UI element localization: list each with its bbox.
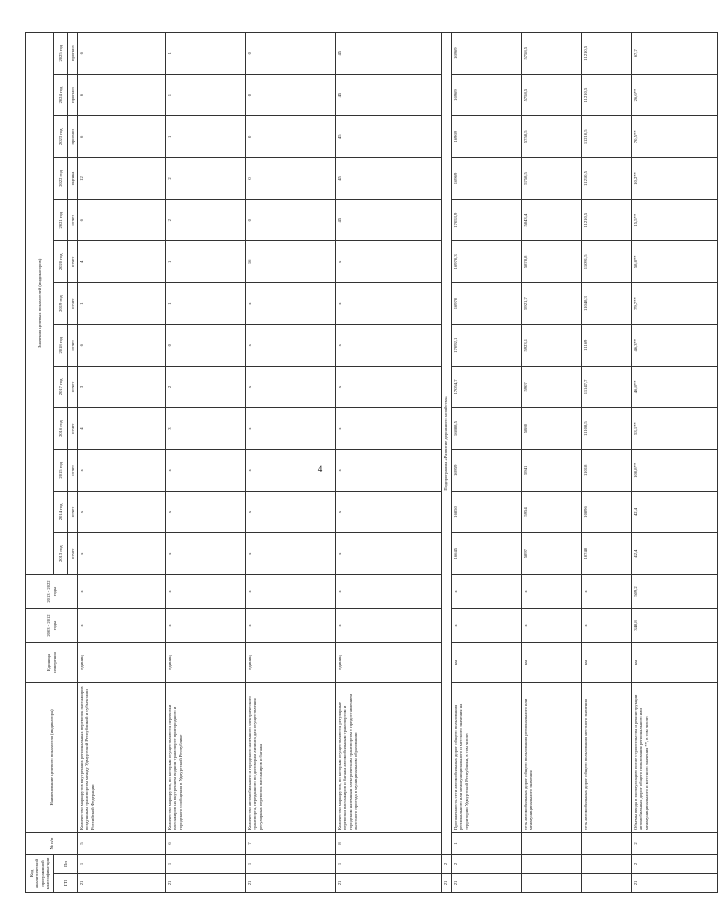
header-sub: отчет [68, 283, 78, 325]
cell-value: 11108,5 [582, 408, 632, 450]
cell-value: 10,2** [632, 158, 718, 200]
cell-value: 5897 [522, 533, 582, 575]
cell-pp: 2 [632, 855, 718, 874]
cell-value: 45 [336, 116, 442, 158]
cell-period-1: x [336, 609, 442, 643]
header-year: 2013 год [54, 533, 68, 575]
cell-pp: 1 [78, 855, 166, 874]
section-pp: 2 [442, 855, 452, 874]
cell-value: 42,4 [632, 533, 718, 575]
cell-value: 11210,5 [582, 32, 632, 74]
header-year: 2014 год [54, 491, 68, 533]
cell-unit: единиц [336, 643, 442, 683]
cell-value: 46,3** [632, 324, 718, 366]
cell-pp [522, 855, 582, 874]
header-sub: отчет [68, 366, 78, 408]
cell-value: 10748 [582, 533, 632, 575]
cell-value: 16969 [452, 32, 522, 74]
header-code: Код аналитической программной классифика-ции [26, 855, 54, 893]
cell-period-1: x [452, 609, 522, 643]
header-sub: оценка [68, 158, 78, 200]
cell-value: 45 [336, 199, 442, 241]
cell-value: 53,1** [632, 408, 718, 450]
cell-value: 17054,7 [452, 366, 522, 408]
cell-num: 2 [632, 833, 718, 855]
cell-value: 2 [166, 366, 246, 408]
header-year: 2023 год [54, 116, 68, 158]
header-gp: ГП [54, 874, 78, 893]
cell-value: x [336, 449, 442, 491]
cell-value: 100,8** [632, 449, 718, 491]
cell-name: Объемы ввода в эксплуатацию после строительства и реконструкции автомобильных дорог общего пользования регионального или межмуниципального и местного значения **, в том числе: [632, 683, 718, 833]
cell-value: 5941 [522, 449, 582, 491]
cell-unit: единиц [166, 643, 246, 683]
cell-value: x [336, 491, 442, 533]
cell-period-2: x [166, 575, 246, 609]
cell-value: 16969 [452, 116, 522, 158]
cell-value: 11018 [582, 449, 632, 491]
cell-value: 11147,7 [582, 366, 632, 408]
header-sub: отчет [68, 241, 78, 283]
cell-period-2: x [452, 575, 522, 609]
cell-value: 1 [166, 283, 246, 325]
cell-value: x [336, 533, 442, 575]
cell-value: 0 [246, 32, 336, 74]
cell-period-2: x [582, 575, 632, 609]
cell-unit: км [522, 643, 582, 683]
cell-value: 11091,5 [582, 241, 632, 283]
cell-gp: 21 [166, 874, 246, 893]
cell-value: 70,5** [632, 116, 718, 158]
header-pp: Пп [54, 855, 78, 874]
header-period-2: 2013 - 2022 годы [26, 575, 78, 609]
cell-value: x [336, 324, 442, 366]
cell-pp: 1 [166, 855, 246, 874]
header-sub: отчет [68, 408, 78, 450]
header-sub: прогноз [68, 32, 78, 74]
cell-value: x [246, 533, 336, 575]
cell-value: 16959 [452, 449, 522, 491]
cell-unit: единиц [246, 643, 336, 683]
cell-value: x [246, 366, 336, 408]
table-section [442, 32, 452, 892]
cell-value: 46,8** [632, 366, 718, 408]
cell-value: 11210,5 [582, 158, 632, 200]
cell-value: x [246, 449, 336, 491]
cell-value: 6 [78, 32, 166, 74]
cell-num: 1 [452, 833, 522, 855]
cell-value: 0 [246, 116, 336, 158]
header-year: 2015 год [54, 449, 68, 491]
cell-value: 11210,5 [582, 199, 632, 241]
cell-value: 26,6** [632, 74, 718, 116]
table-row [522, 32, 582, 892]
cell-value: 5954 [522, 491, 582, 533]
table-row [78, 32, 166, 892]
cell-unit: км [582, 643, 632, 683]
cell-name: Протяженность сети автомобильных дорог общего пользования регионального или межмуниципального и местного значения на территории Удмуртской Республики, в том числе: [452, 683, 522, 833]
header-period-1: 2003 - 2012 годы [26, 609, 78, 643]
cell-value: x [246, 408, 336, 450]
cell-num: 6 [166, 833, 246, 855]
cell-gp [522, 874, 582, 893]
cell-period-2: x [522, 575, 582, 609]
cell-value: 1 [166, 241, 246, 283]
cell-gp: 21 [336, 874, 442, 893]
cell-value: 16970,3 [452, 241, 522, 283]
cell-value: 5923,1 [522, 324, 582, 366]
cell-num: 5 [78, 833, 166, 855]
cell-gp: 21 [246, 874, 336, 893]
cell-period-1: 348,8 [632, 609, 718, 643]
cell-value: x [336, 366, 442, 408]
cell-name: Количество автомобильного и городского наземного электрического транспорта, переданного по договорам лизинга для осуществления регулярных перевозок пассажиров и багажа [246, 683, 336, 833]
cell-value: x [336, 283, 442, 325]
header-year: 2017 год [54, 366, 68, 408]
table-row [166, 32, 246, 892]
cell-value: 5880 [522, 408, 582, 450]
cell-value: 42,4 [632, 491, 718, 533]
cell-value: 45 [336, 158, 442, 200]
cell-value: 6 [78, 116, 166, 158]
cell-gp [582, 874, 632, 893]
cell-value: 5921,7 [522, 283, 582, 325]
cell-value: 1 [166, 74, 246, 116]
table-row [452, 32, 522, 892]
header-sub: отчет [68, 491, 78, 533]
cell-value: 1 [78, 283, 166, 325]
cell-period-1: x [166, 609, 246, 643]
cell-name: Количество маршрутов, по которым осуществляются перевозки пассажиров на внутреннем водном транспорте пригородного и городского сообщения в Удмуртской Республике [166, 683, 246, 833]
table-row [582, 32, 632, 892]
indicator-table-rotated [25, 33, 649, 893]
cell-period-2: x [246, 575, 336, 609]
table-row [246, 32, 336, 892]
cell-value: 5758,5 [522, 74, 582, 116]
cell-value: 16970 [452, 283, 522, 325]
cell-pp [582, 855, 632, 874]
cell-value: 1 [166, 32, 246, 74]
cell-name: Количество маршрутов, по которым осуществляются регулярные перевозки пассажиров и багажа автомобильным транспортом и городским наземным электрическим транспортом с предоставлением льготного проезда в муниципальном образовании [336, 683, 442, 833]
cell-value: x [78, 449, 166, 491]
cell-unit: км [452, 643, 522, 683]
header-sub: отчет [68, 533, 78, 575]
header-sub: прогноз [68, 74, 78, 116]
cell-value: x [336, 408, 442, 450]
cell-value: 3 [166, 408, 246, 450]
cell-value: x [246, 491, 336, 533]
header-year: 2018 год [54, 324, 68, 366]
cell-value: 17053,9 [452, 199, 522, 241]
cell-value: 2 [166, 199, 246, 241]
cell-value: 5758,5 [522, 158, 582, 200]
header-sub: прогноз [68, 116, 78, 158]
cell-value: 2 [166, 158, 246, 200]
cell-num: 8 [336, 833, 442, 855]
cell-value: 11048,3 [582, 283, 632, 325]
cell-value: 45 [336, 74, 442, 116]
cell-pp: 1 [336, 855, 442, 874]
cell-period-2: 509,2 [632, 575, 718, 609]
cell-value: 11169 [582, 324, 632, 366]
table-body-roads [452, 32, 718, 892]
cell-value: 45 [336, 32, 442, 74]
cell-value: 16969 [452, 74, 522, 116]
cell-period-2: x [336, 575, 442, 609]
cell-value: 10896 [582, 491, 632, 533]
cell-period-1: x [522, 609, 582, 643]
cell-value: 11210,5 [582, 116, 632, 158]
cell-value: 3 [78, 366, 166, 408]
cell-value: 4 [78, 408, 166, 450]
cell-value: x [78, 533, 166, 575]
cell-num [582, 833, 632, 855]
cell-period-1: x [582, 609, 632, 643]
header-year: 2021 год [54, 199, 68, 241]
cell-value: 5907 [522, 366, 582, 408]
header-year: 2022 год [54, 158, 68, 200]
cell-value: 79,7** [632, 283, 718, 325]
cell-name: сеть автомобильных дорог общего пользования регионального или межмуниципального значения [522, 683, 582, 833]
cell-unit: км [632, 643, 718, 683]
header-sub: отчет [68, 449, 78, 491]
header-num: № п/п [26, 833, 78, 855]
cell-value: x [166, 533, 246, 575]
header-year: 2019 год [54, 283, 68, 325]
header-values: Значения целевых показателей (индикаторов) [26, 32, 54, 574]
cell-pp: 1 [246, 855, 336, 874]
cell-value: 5878,8 [522, 241, 582, 283]
page-number: 4 [317, 464, 323, 474]
cell-value: 11210,5 [582, 74, 632, 116]
cell-value: 17092,1 [452, 324, 522, 366]
cell-period-1: x [246, 609, 336, 643]
cell-unit: единиц [78, 643, 166, 683]
header-sub: отчет [68, 324, 78, 366]
table-row [336, 32, 442, 892]
cell-value: 0 [246, 158, 336, 200]
cell-gp: 21 [452, 874, 522, 893]
cell-value: 16850 [452, 491, 522, 533]
cell-name: сеть автомобильных дорог общего пользования местного значения [582, 683, 632, 833]
cell-num [522, 833, 582, 855]
section-gp: 21 [442, 874, 452, 893]
cell-value: 0 [246, 199, 336, 241]
cell-value: 1 [166, 116, 246, 158]
cell-period-1: x [78, 609, 166, 643]
cell-value: x [336, 241, 442, 283]
cell-num: 7 [246, 833, 336, 855]
cell-value: 0 [166, 324, 246, 366]
cell-value: 12 [78, 158, 166, 200]
table-row [632, 32, 718, 892]
cell-value: 16888,5 [452, 408, 522, 450]
cell-value: 58,8** [632, 241, 718, 283]
cell-value: 0 [246, 74, 336, 116]
cell-value: x [166, 491, 246, 533]
cell-value: 5758,5 [522, 116, 582, 158]
cell-value: 15,5** [632, 199, 718, 241]
cell-value: x [166, 449, 246, 491]
header-year: 2024 год [54, 74, 68, 116]
cell-value: x [78, 491, 166, 533]
cell-value: 6 [78, 199, 166, 241]
table-body-transport [78, 32, 442, 892]
cell-value: x [246, 324, 336, 366]
cell-pp: 2 [452, 855, 522, 874]
header-year: 2025 год [54, 32, 68, 74]
cell-period-2: x [78, 575, 166, 609]
header-sub: отчет [68, 199, 78, 241]
cell-value: 16969 [452, 158, 522, 200]
section-title: Подпрограмма «Развитие дорожного хозяйства» [442, 32, 452, 854]
cell-name: Количество маршрутов внутренних региональных перевозок пассажиров воздушным транспортом между Удмуртской Республикой и субъектами Российской Федерации [78, 683, 166, 833]
indicators-table [25, 32, 718, 893]
cell-value: 4 [78, 241, 166, 283]
cell-value: 16 [246, 241, 336, 283]
cell-gp: 21 [78, 874, 166, 893]
cell-value: 16645 [452, 533, 522, 575]
cell-value: 6 [78, 74, 166, 116]
cell-value: 5843,4 [522, 199, 582, 241]
header-year: 2016 год [54, 408, 68, 450]
cell-gp: 21 [632, 874, 718, 893]
header-name: Наименование целевого показателя (индикатора) [26, 683, 78, 833]
header-unit: Единица измерения [26, 643, 78, 683]
cell-value: 67,7 [632, 32, 718, 74]
cell-value: 6 [78, 324, 166, 366]
cell-value: 5758,5 [522, 32, 582, 74]
cell-value: x [246, 283, 336, 325]
header-year: 2020 год [54, 241, 68, 283]
